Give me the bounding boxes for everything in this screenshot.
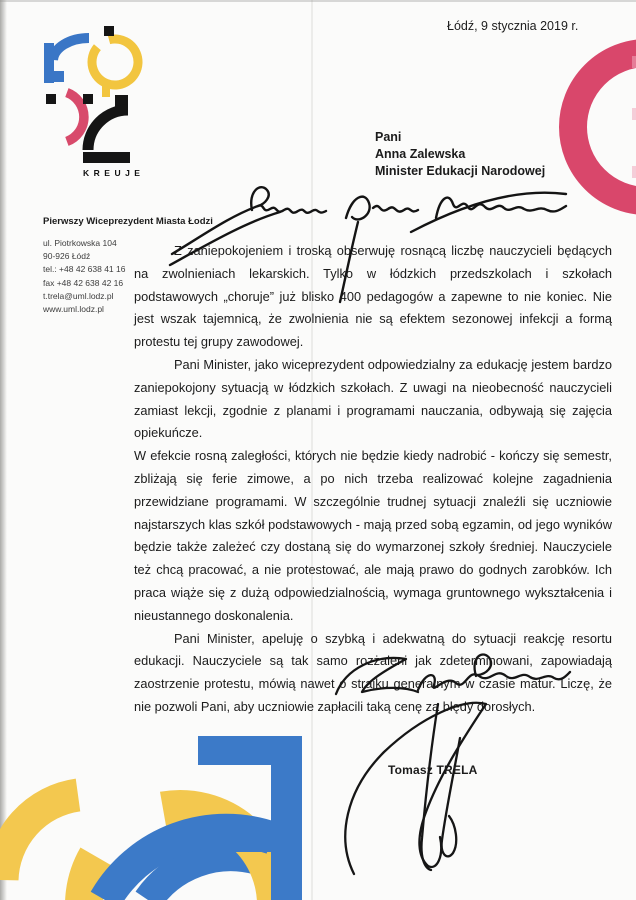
edge-pink-sliver — [632, 56, 636, 68]
logo-letter-o-ring — [92, 39, 138, 85]
logo-letter-z-foot — [83, 152, 130, 163]
logo-letter-l-arc — [53, 38, 89, 60]
logo-letter-o-stem — [102, 84, 110, 97]
paragraph: Pani Minister, jako wiceprezydent odpowiedzialny za edukację jestem bardzo zaniepokojony sytuacją w łódzkich szkołach. Z uwagi na nieobecność nauczycieli zamiast lekcji, zgodnie z planami i programami nauczania, odbywają się zajęcia opiekuńcze. — [134, 356, 612, 441]
logo-letter-l-bar — [44, 43, 54, 83]
logo-dot-accent-top — [104, 26, 114, 36]
address-line: t.trela@uml.lodz.pl — [43, 290, 114, 301]
edge-pink-sliver — [632, 108, 636, 120]
address-line: ul. Piotrkowska 104 — [43, 238, 117, 248]
logo-dot-middle — [83, 94, 93, 104]
logo-letter-d-arc — [67, 93, 84, 142]
edge-pink-sliver — [632, 166, 636, 178]
decor-yellow-arc-left — [2, 795, 78, 880]
pink-ring-circle — [573, 53, 636, 201]
signer-name: Tomasz TRELA — [388, 763, 478, 777]
lodz-kreuje-logo-icon — [36, 18, 186, 183]
sender-office-title: Pierwszy Wiceprezydent Miasta Łodzi — [43, 216, 213, 227]
scan-edge-shadow-top — [0, 0, 636, 2]
logo-letter-z-arc — [88, 110, 128, 150]
logo-caption: KREUJE — [83, 168, 145, 178]
address-line: tel.: +48 42 638 41 16 — [43, 264, 126, 275]
dateline: Łódź, 9 stycznia 2019 r. — [447, 19, 579, 33]
logo-letter-l-foot — [54, 71, 64, 82]
paragraph: Pani Minister, apeluję o szybką i adekwatną do sytuacji reakcję resortu edukacji. Nauczyciele są tak samo rozżaleni jak zdeterminowani, zapowiadają zaostrzenie protestu, mówią nawet o strajku generalnym w czasie matur. Liczę, że nie pozwoli Pani, aby uczniowie zapłacili taką cenę za błędy dorosłych. — [134, 630, 612, 714]
decor-blue-middle-bar — [230, 822, 302, 852]
address-line: fax +48 42 638 42 16 — [43, 277, 124, 288]
logo-dot-left — [46, 94, 56, 104]
paragraph: Z zaniepokojeniem i troską obserwuję rosnącą liczbę nauczycieli będących na zwolnieniach lekarskich. Tylko w łódzkich przedszkolach i szkołach podstawowych „choruje” już blisko 400 pedagogów a zapewne to nie koniec. Nie jest wszak tajemnicą, że zwolnienia nie są efektem sezonowej infekcji a formą protestu tej grupy zawodowej. — [134, 243, 612, 350]
sender-address-block — [43, 237, 125, 316]
decor-bottom-left — [0, 730, 320, 900]
recipient-name: Anna Zalewska — [375, 147, 466, 161]
recipient-title: Minister Edukacji Narodowej — [375, 164, 546, 178]
paragraph: W efekcie rosną zaległości, których nie będzie kiedy nadrobić - kończy się semestr, zbliżają się ferie zimowe, a po nich trzeba realizować kolejne zagadnienia przewidziane programami. W szczególnie trudnej sytuacji znaleźli się uczniowie najstarszych klas szkół podstawowych - mają przed sobą egzamin, od jego wyników będzie także zależeć czy dostaną się do wymarzonej szkoły średniej. Nauczyciele też chcą pracować, a nie protestować, ale mają prawo do godnych zarobków. Ich praca wiąże się z dużą odpowiedzialnością, wymaga gruntownego wykształcenia i nieustannego doskonalenia. — [134, 448, 612, 623]
recipient-salutation: Pani — [375, 130, 402, 144]
decor-blue-stem — [271, 736, 302, 900]
address-line: 90-926 Łódź — [43, 251, 91, 262]
address-line: www.uml.lodz.pl — [43, 304, 104, 315]
